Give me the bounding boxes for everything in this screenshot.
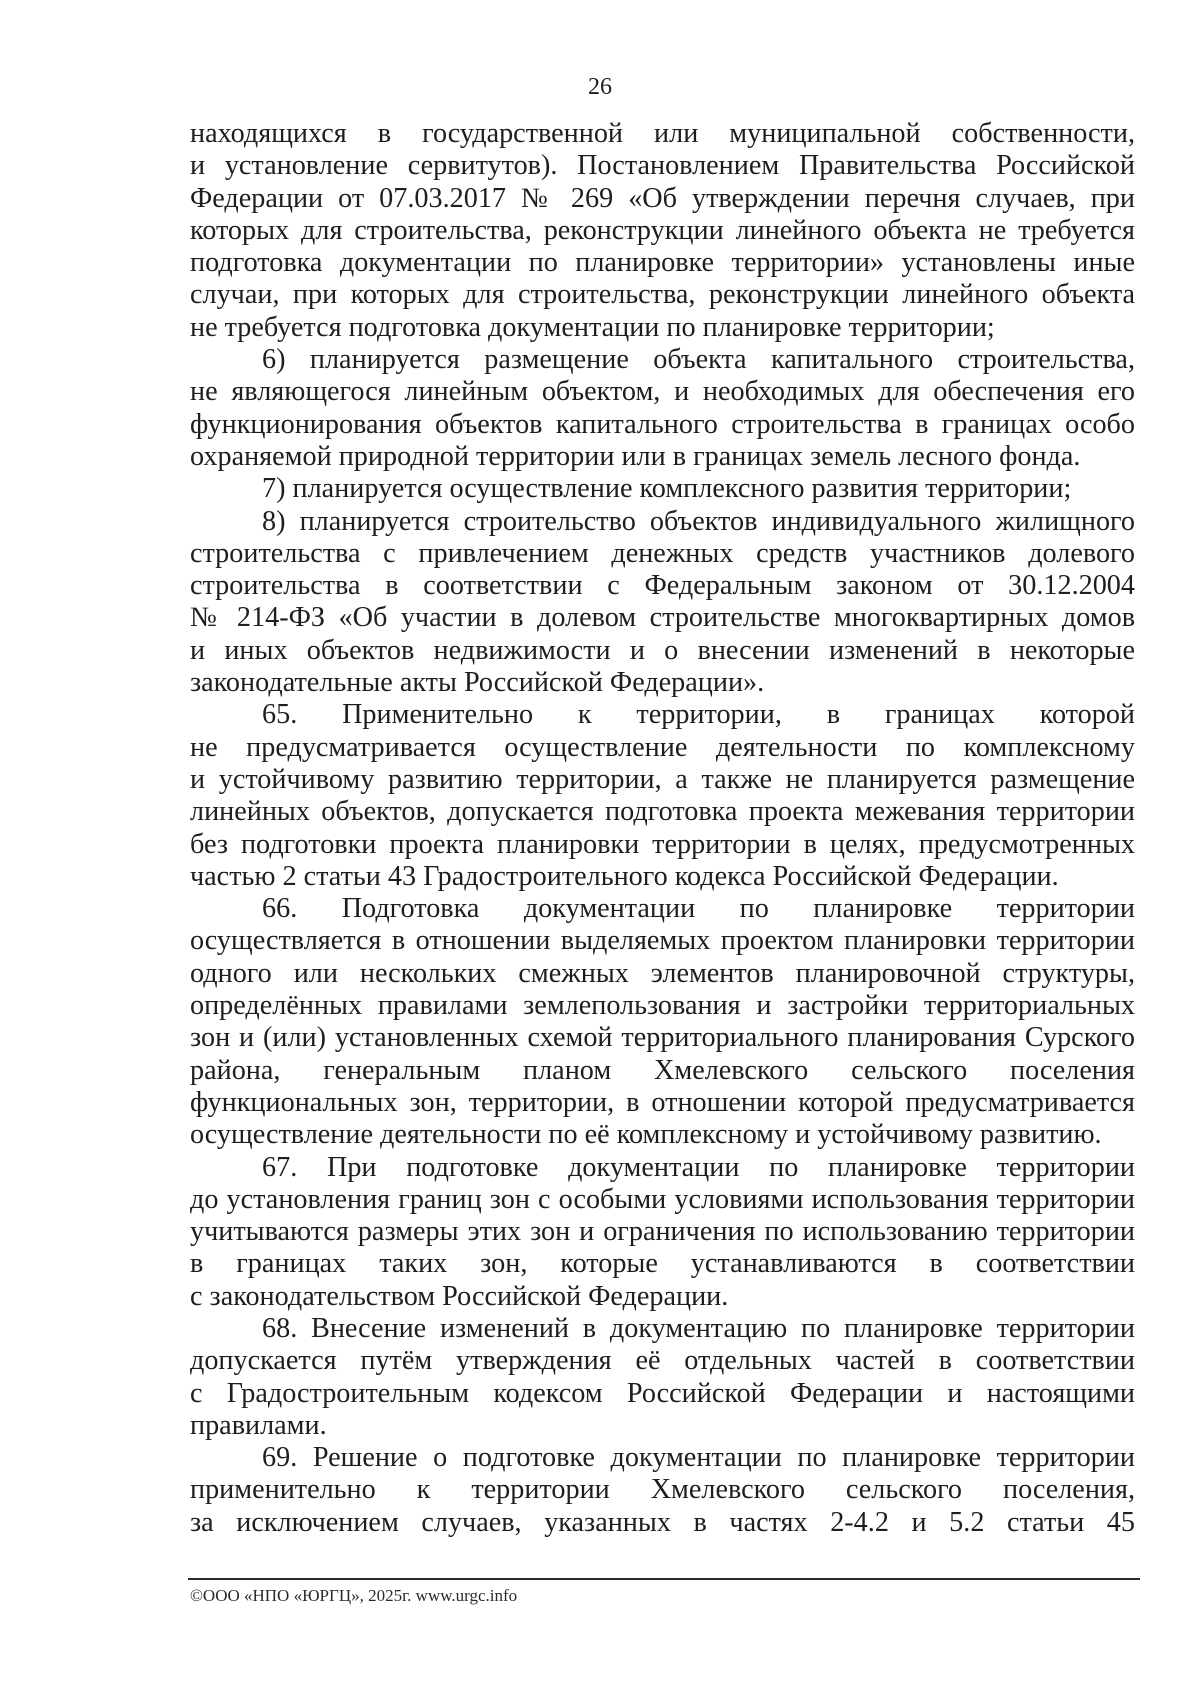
text-line: правилами. — [190, 1409, 327, 1441]
text-line: 69. Решение о подготовке документации по планировке территории — [262, 1442, 1135, 1474]
text-line: с Градостроительным кодексом Российской Федерации и настоящими — [190, 1377, 1135, 1409]
document-body — [190, 118, 1135, 1539]
text-line: охраняемой природной территории или в границах земель лесного фонда. — [190, 440, 1081, 472]
text-line: и устойчивому развитию территории, а также не планируется размещение — [190, 763, 1135, 795]
text-line: законодательные акты Российской Федерации». — [190, 667, 765, 699]
text-line: зон и (или) установленных схемой территориального планирования Сурского — [190, 1022, 1135, 1054]
text-line: учитываются размеры этих зон и ограничения по использованию территории — [190, 1216, 1135, 1248]
text-line: 65. Применительно к территории, в границах которой — [262, 699, 1135, 731]
text-line: функциональных зон, территории, в отношении которой предусматривается — [190, 1086, 1135, 1118]
text-line: 66. Подготовка документации по планировке территории — [262, 893, 1135, 925]
text-line: Федерации от 07.03.2017 № 269 «Об утверждении перечня случаев, при — [190, 182, 1135, 214]
text-line: осуществляется в отношении выделяемых проектом планировки территории — [190, 925, 1135, 957]
text-line: за исключением случаев, указанных в частях 2-4.2 и 5.2 статьи 45 — [190, 1506, 1135, 1538]
text-line: в границах таких зон, которые устанавливаются в соответствии — [190, 1248, 1135, 1280]
text-line: 68. Внесение изменений в документацию по планировке территории — [262, 1312, 1135, 1344]
text-line: находящихся в государственной или муниципальной собственности, — [190, 118, 1135, 149]
text-line: 7) планируется осуществление комплексного развития территории; — [262, 473, 1072, 505]
text-line: с законодательством Российской Федерации. — [190, 1280, 729, 1312]
text-line: и иных объектов недвижимости и о внесении изменений в некоторые — [190, 634, 1135, 666]
text-line: случаи, при которых для строительства, реконструкции линейного объекта — [190, 279, 1135, 311]
text-line: района, генеральным планом Хмелевского сельского поселения — [190, 1054, 1135, 1086]
text-line: подготовка документации по планировке территории» установлены иные — [190, 247, 1135, 279]
text-line: и установление сервитутов). Постановлением Правительства Российской — [190, 150, 1135, 182]
text-line: линейных объектов, допускается подготовка проекта межевания территории — [190, 796, 1135, 828]
text-line: 8) планируется строительство объектов индивидуального жилищного — [262, 505, 1135, 537]
text-line: не являющегося линейным объектом, и необходимых для обеспечения его — [190, 376, 1135, 408]
text-line: строительства с привлечением денежных средств участников долевого — [190, 537, 1135, 569]
text-line: 6) планируется размещение объекта капитального строительства, — [262, 344, 1135, 376]
text-line: применительно к территории Хмелевского сельского поселения, — [190, 1474, 1135, 1506]
footer-divider — [188, 1578, 1140, 1580]
text-line: допускается путём утверждения её отдельных частей в соответствии — [190, 1345, 1135, 1377]
text-line: не требуется подготовка документации по планировке территории; — [190, 311, 995, 343]
text-line: которых для строительства, реконструкции линейного объекта не требуется — [190, 214, 1135, 246]
text-line: № 214-ФЗ «Об участии в долевом строительстве многоквартирных домов — [190, 602, 1135, 634]
text-line: 67. При подготовке документации по планировке территории — [262, 1151, 1135, 1183]
text-line: определённых правилами землепользования и застройки территориальных — [190, 990, 1135, 1022]
text-line: частью 2 статьи 43 Градостроительного кодекса Российской Федерации. — [190, 860, 1059, 892]
footer-copyright: ©ООО «НПО «ЮРГЦ», 2025г. www.urgc.info — [190, 1586, 518, 1605]
text-line: осуществление деятельности по её комплексному и устойчивому развитию. — [190, 1119, 1102, 1151]
text-line: без подготовки проекта планировки территории в целях, предусмотренных — [190, 828, 1135, 860]
page-number: 26 — [588, 74, 612, 100]
text-line: не предусматривается осуществление деятельности по комплексному — [190, 731, 1135, 763]
text-line: до установления границ зон с особыми условиями использования территории — [190, 1183, 1135, 1215]
text-line: функционирования объектов капитального строительства в границах особо — [190, 408, 1135, 440]
text-line: одного или нескольких смежных элементов планировочной структуры, — [190, 957, 1135, 989]
text-line: строительства в соответствии с Федеральным законом от 30.12.2004 — [190, 570, 1135, 602]
